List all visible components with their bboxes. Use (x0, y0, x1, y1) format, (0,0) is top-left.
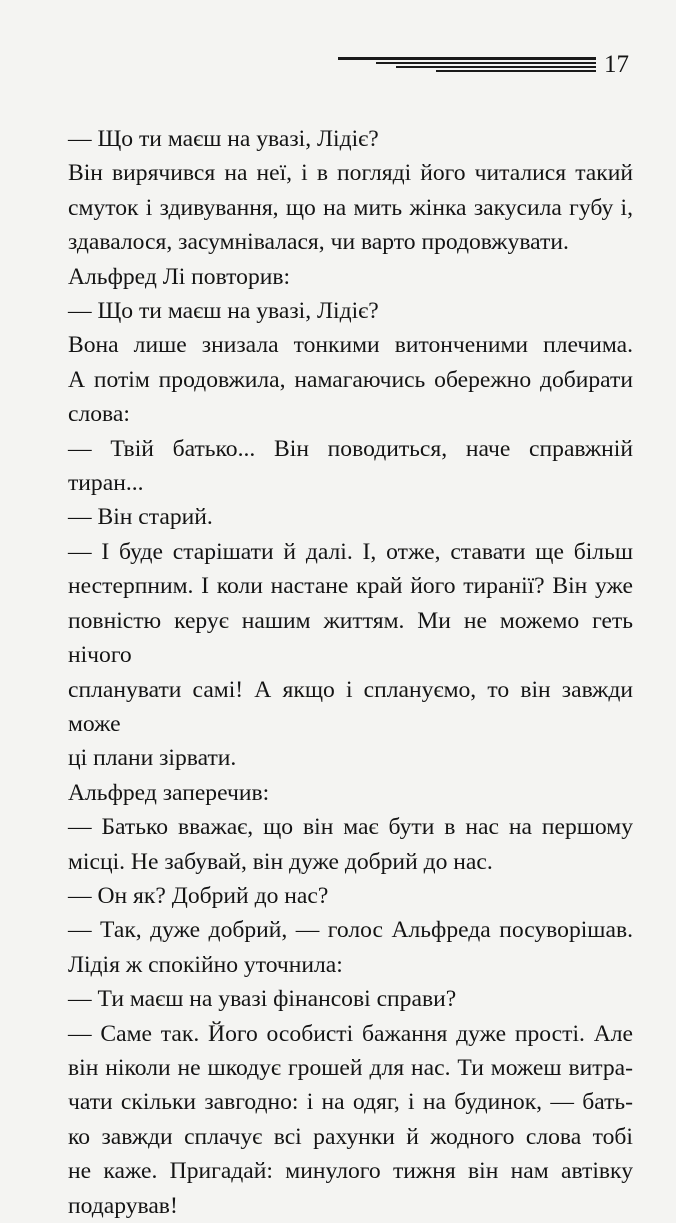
header-rule-line (376, 62, 596, 64)
text-line: нестерпним. І коли настане край його тиранії? Він уже (68, 573, 633, 600)
header-rule-line (338, 57, 596, 60)
page-number: 17 (604, 51, 629, 78)
text-line: — Що ти маєш на увазі, Лідіє? (68, 298, 379, 325)
text-line: Вона лише знизала тонкими витонченими плечима. (68, 332, 633, 359)
text-line: — І буде старішати й далі. І, отже, ставати ще більш (68, 538, 633, 565)
body-text (68, 122, 633, 1223)
text-line: — Ти маєш на увазі фінансові справи? (68, 986, 457, 1013)
text-line: ко завжди сплачує всі рахунки й жодного слова тобі (68, 1123, 633, 1150)
text-line: не каже. Пригадай: минулого тижня він нам автівку (68, 1158, 633, 1185)
text-line: А потім продовжила, намагаючись обережно добирати (68, 366, 633, 393)
text-line: чати скільки завгодно: і на одяг, і на будинок, — бать- (68, 1089, 633, 1116)
text-line: — Що ти маєш на увазі, Лідіє? (68, 126, 379, 152)
text-line: повністю керує нашим життям. Ми не можемо геть нічого (68, 607, 633, 669)
text-line: — Твій батько... Він поводиться, наче справжній тиран... (68, 435, 633, 497)
text-line: Він вирячився на неї, і в погляді його читалися такий (68, 160, 633, 187)
page-header (0, 44, 676, 84)
text-line: — Так, дуже добрий, — голос Альфреда посуворішав. (68, 917, 633, 944)
text-line: ці плани зірвати. (68, 745, 237, 772)
text-line: — Он як? Добрий до нас? (68, 882, 329, 909)
header-rule-ornament (338, 57, 596, 75)
header-rule-line (436, 70, 596, 72)
text-line: смуток і здивування, що на мить жінка закусила губу і, (68, 194, 633, 221)
text-line: — Батько вважає, що він має бути в нас на першому (68, 814, 633, 841)
text-line: Альфред Лі повторив: (68, 263, 291, 290)
text-line: спланувати самі! А якщо і сплануємо, то він завжди може (68, 676, 633, 737)
text-line: слова: (68, 401, 130, 428)
text-line: Лідія ж спокійно уточнила: (68, 951, 343, 978)
text-line: подарував! (68, 1192, 178, 1219)
text-line: — Саме так. Його особисті бажання дуже прості. Але (68, 1020, 633, 1047)
text-line: Альфред заперечив: (68, 779, 270, 806)
text-line: здавалося, засумнівалася, чи варто продовжувати. (68, 229, 569, 256)
text-line: він ніколи не шкодує грошей для нас. Ти можеш витра- (68, 1054, 633, 1081)
header-rule-line (396, 66, 596, 68)
text-line: місці. Не забувай, він дуже добрий до нас. (68, 848, 493, 875)
text-line: — Він старий. (68, 504, 213, 531)
